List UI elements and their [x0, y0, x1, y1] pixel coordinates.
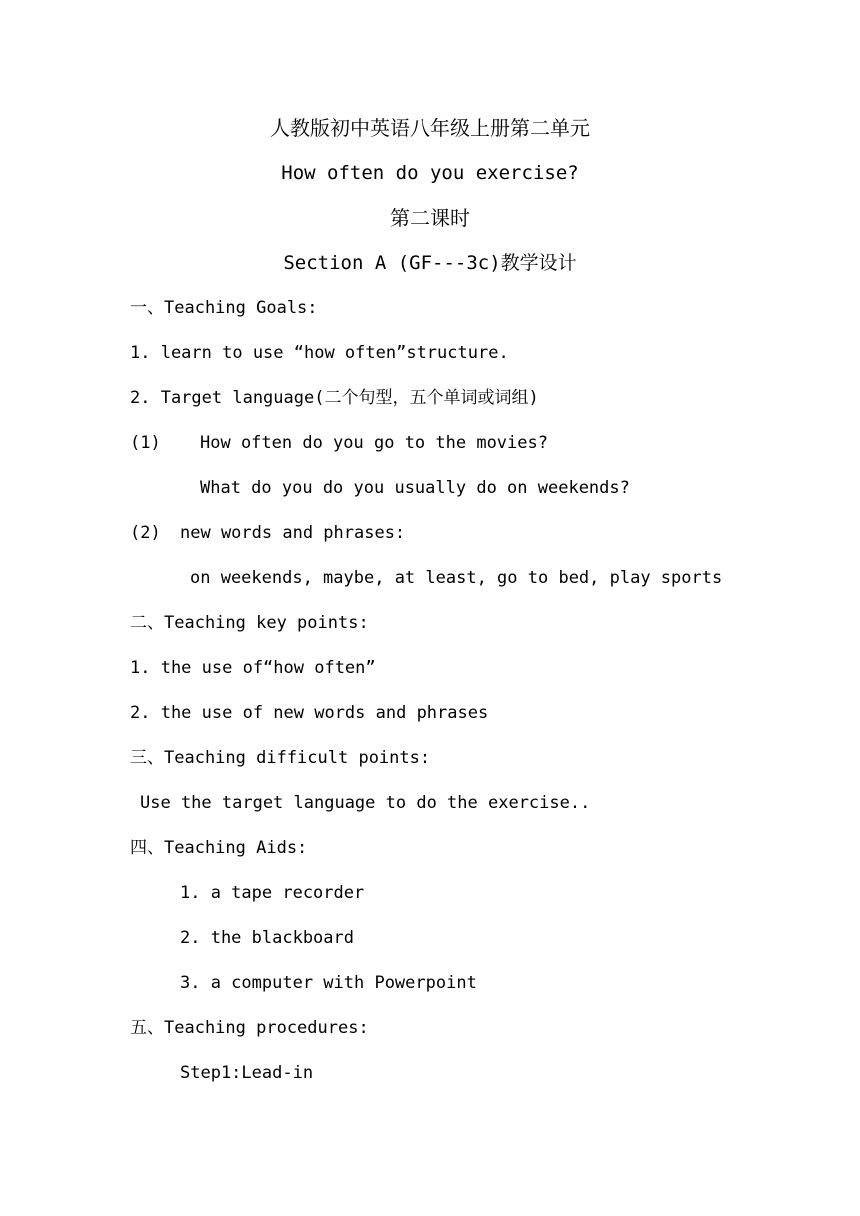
goals-sub-1-sentence-2: What do you do you usually do on weekends?: [200, 478, 630, 498]
aids-item-1: 1. a tape recorder: [180, 883, 365, 903]
document-subtitle: How often do you exercise?: [281, 162, 579, 184]
difficult-points-text: Use the target language to do the exercise..: [140, 793, 591, 813]
aids-item-3: 3. a computer with Powerpoint: [180, 973, 477, 993]
procedures-heading: 五、Teaching procedures:: [130, 1018, 369, 1038]
procedures-step-1: Step1:Lead-in: [180, 1063, 314, 1083]
section-label: Section A (GF---3c)教学设计: [283, 252, 577, 274]
difficult-points-heading: 三、Teaching difficult points:: [130, 748, 431, 768]
goals-heading: 一、Teaching Goals:: [130, 298, 318, 318]
goals-sub-1-sentence-1: How often do you go to the movies?: [200, 433, 548, 453]
goals-item-1: 1. learn to use “how often”structure.: [130, 343, 509, 363]
goals-sub-2-words: on weekends, maybe, at least, go to bed, play sports: [190, 568, 723, 588]
goals-sub-2-heading: new words and phrases:: [180, 523, 406, 543]
aids-item-2: 2. the blackboard: [180, 928, 354, 948]
lesson-label: 第二课时: [390, 206, 470, 230]
goals-sub-1-number: (1): [130, 433, 161, 453]
aids-heading: 四、Teaching Aids:: [130, 838, 308, 858]
key-points-heading: 二、Teaching key points:: [130, 613, 369, 633]
document-title: 人教版初中英语八年级上册第二单元: [270, 116, 590, 140]
key-points-item-1: 1. the use of“how often”: [130, 658, 376, 678]
key-points-item-2: 2. the use of new words and phrases: [130, 703, 489, 723]
goals-item-2: 2. Target language(二个句型，五个单词或词组): [130, 388, 539, 408]
goals-sub-2-number: (2): [130, 523, 161, 543]
